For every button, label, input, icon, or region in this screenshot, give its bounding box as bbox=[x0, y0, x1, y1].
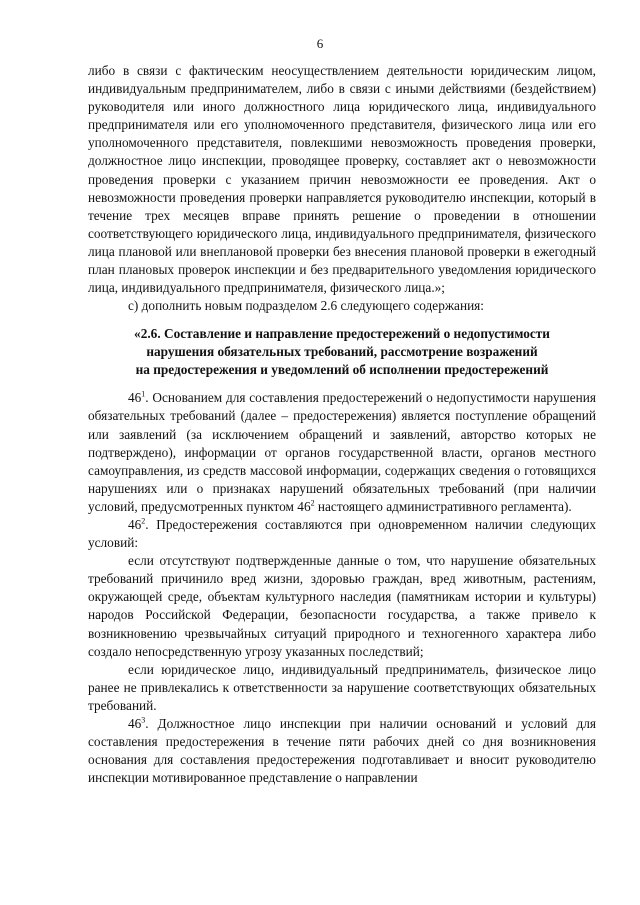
continuation-paragraph: либо в связи с фактическим неосуществлением деятельности юридическим лицом, индивидуальным предпринимателем, либо в связи с иными действиями (бездействием) руководителя или иного должностного лица юридического лица, индивидуального предпринимателя или его уполномоченного представителя, физического лица или его уполномоченного представителя, повлекшими невозможность проведения проверки, должностное лицо инспекции, проводящее проверку, составляет акт о невозможности проведения проверки с указанием причин невозможности ее проведения. Акт о невозможности проведения проверки направляется руководителю инспекции, который в течение трех месяцев вправе принять решение о проведении в отношении соответствующего юридического лица, индивидуального предпринимателя, физического лица плановой или внеплановой проверки без внесения плановой проверки в ежегодный план плановых проверок инспекции и без предварительного уведомления юридического лица, индивидуального предпринимателя, физического лица.»; bbox=[88, 63, 596, 296]
paragraph-46-2 bbox=[88, 516, 596, 552]
section-heading-line-2: нарушения обязательных требований, рассмотрение возражений bbox=[146, 344, 538, 360]
section-heading-line-1: «2.6. Составление и направление предостережений о недопустимости bbox=[134, 326, 550, 342]
paragraph-46-3-number: 46 bbox=[128, 716, 142, 731]
document-body bbox=[88, 62, 596, 787]
condition-1-paragraph: если отсутствуют подтвержденные данные о том, что нарушение обязательных требований причинило вред жизни, здоровью граждан, вред животным, растениям, окружающей среде, объектам культурного наследия (памятникам истории и культуры) народов Российской Федерации, безопасности государства, а также привело к возникновению чрезвычайных ситуаций природного и техногенного характера либо создало непосредственную угрозу указанных последствий; bbox=[88, 553, 596, 659]
section-heading-line-3: на предостережения и уведомлений об исполнении предостережений bbox=[135, 362, 549, 378]
paragraph-46-3-superscript: 3 bbox=[141, 715, 146, 725]
paragraph-46-2-number: 46 bbox=[128, 516, 142, 532]
section-heading bbox=[88, 325, 596, 379]
paragraph-46-2-superscript: 2 bbox=[141, 516, 146, 526]
paragraph-46-1-superscript: 1 bbox=[141, 389, 146, 399]
paragraph-46-1-tail: настоящего административного регламента). bbox=[314, 498, 572, 514]
paragraph-46-3-text: . Должностное лицо инспекции при наличии оснований и условий для составления предостережения в течение пяти рабочих дней со дня возникновения основания для составления предостережения подготавливает и вносит руководителю инспекции мотивированное представление о направлении bbox=[88, 716, 596, 786]
reference-46-2-number: 46 bbox=[297, 498, 311, 514]
paragraph-46-3 bbox=[88, 715, 596, 787]
condition-2-paragraph: если юридическое лицо, индивидуальный предприниматель, физическое лицо ранее не привлекались к ответственности за нарушение соответствующих обязательных требований. bbox=[88, 661, 596, 713]
item-c-paragraph: с) дополнить новым подразделом 2.6 следующего содержания: bbox=[128, 298, 484, 314]
paragraph-46-2-text: . Предостережения составляются при одновременном наличии следующих условий: bbox=[88, 516, 596, 551]
paragraph-46-1-text: . Основанием для составления предостережений о недопустимости нарушения обязательных требований (далее – предостережения) является поступление обращений или заявлений (за исключением обращений и заявлений, авторство которых не подтверждено), информации от органов государственной власти, органов местного самоуправления, из средств массовой информации, содержащих сведения о готовящихся нарушениях или о признаках нарушений обязательных требований (при наличии условий, предусмотренных пунктом bbox=[88, 390, 596, 514]
page-number: 6 bbox=[316, 36, 324, 51]
paragraph-46-1-number: 46 bbox=[128, 390, 142, 406]
reference-46-2-superscript: 2 bbox=[310, 498, 315, 508]
paragraph-46-1 bbox=[88, 389, 596, 516]
